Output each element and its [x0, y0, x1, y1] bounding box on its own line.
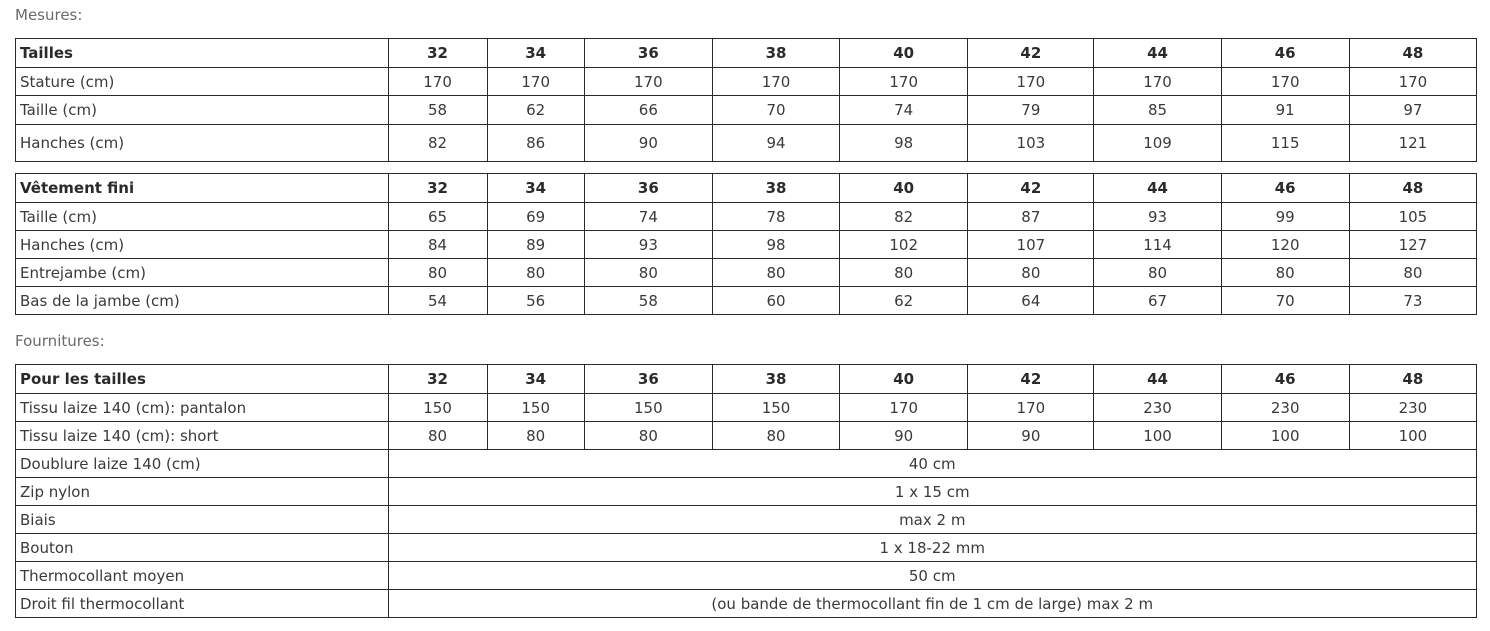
- size-value-cell: 69: [487, 203, 584, 231]
- size-value-cell: 80: [1094, 259, 1221, 287]
- table-row: [16, 506, 1477, 534]
- table-row: [16, 287, 1477, 315]
- size-value-cell: 170: [388, 68, 487, 96]
- size-value-cell: 86: [487, 125, 584, 162]
- size-value-cell: 34: [487, 39, 584, 68]
- size-value-cell: 58: [388, 96, 487, 125]
- size-value-cell: 90: [584, 125, 712, 162]
- size-value-cell: 80: [712, 422, 839, 450]
- size-value-cell: 80: [1221, 259, 1349, 287]
- size-value-cell: 230: [1221, 394, 1349, 422]
- size-value-cell: 84: [388, 231, 487, 259]
- table-row: [16, 259, 1477, 287]
- size-value-cell: 100: [1094, 422, 1221, 450]
- size-value-cell: 109: [1094, 125, 1221, 162]
- row-label-cell: Pour les tailles: [16, 365, 389, 394]
- table-header-row: [16, 365, 1477, 394]
- size-value-cell: 80: [712, 259, 839, 287]
- table-row: [16, 478, 1477, 506]
- size-value-cell: 74: [840, 96, 968, 125]
- size-value-cell: 80: [1349, 259, 1476, 287]
- row-label-cell: Hanches (cm): [16, 125, 389, 162]
- size-value-cell: 60: [712, 287, 839, 315]
- size-value-cell: 65: [388, 203, 487, 231]
- size-value-cell: 48: [1349, 365, 1476, 394]
- size-value-cell: 79: [968, 96, 1094, 125]
- row-label-cell: Droit fil thermocollant: [16, 590, 389, 618]
- size-value-cell: 46: [1221, 174, 1349, 203]
- row-label-cell: Taille (cm): [16, 96, 389, 125]
- size-value-cell: 99: [1221, 203, 1349, 231]
- size-value-cell: 230: [1349, 394, 1476, 422]
- size-value-cell: 73: [1349, 287, 1476, 315]
- size-value-cell: 170: [487, 68, 584, 96]
- row-label-cell: Bas de la jambe (cm): [16, 287, 389, 315]
- table-header-row: [16, 39, 1477, 68]
- table-header-row: [16, 174, 1477, 203]
- size-value-cell: 38: [712, 39, 839, 68]
- row-label-cell: Biais: [16, 506, 389, 534]
- size-value-cell: 80: [968, 259, 1094, 287]
- size-value-cell: 48: [1349, 39, 1476, 68]
- size-value-cell: 38: [712, 174, 839, 203]
- row-label-cell: Tailles: [16, 39, 389, 68]
- size-value-cell: 58: [584, 287, 712, 315]
- size-value-cell: 62: [840, 287, 968, 315]
- size-value-cell: 87: [968, 203, 1094, 231]
- size-value-cell: 100: [1221, 422, 1349, 450]
- size-value-cell: 82: [388, 125, 487, 162]
- size-value-cell: 80: [388, 422, 487, 450]
- size-value-cell: 93: [584, 231, 712, 259]
- size-value-cell: 32: [388, 39, 487, 68]
- size-value-cell: 56: [487, 287, 584, 315]
- size-value-cell: 38: [712, 365, 839, 394]
- size-value-cell: 64: [968, 287, 1094, 315]
- size-value-cell: 42: [968, 39, 1094, 68]
- fournitures-label: Fournitures:: [15, 332, 105, 350]
- size-value-cell: 170: [1094, 68, 1221, 96]
- size-value-cell: 90: [840, 422, 968, 450]
- size-value-cell: 82: [840, 203, 968, 231]
- vetement-fini-table: [15, 173, 1477, 315]
- size-value-cell: 54: [388, 287, 487, 315]
- size-value-cell: 80: [388, 259, 487, 287]
- size-value-cell: 230: [1094, 394, 1221, 422]
- row-label-cell: Doublure laize 140 (cm): [16, 450, 389, 478]
- table-row: [16, 125, 1477, 162]
- table-row: [16, 534, 1477, 562]
- fournitures-table: [15, 364, 1477, 618]
- size-value-cell: 170: [1349, 68, 1476, 96]
- size-value-cell: 80: [840, 259, 968, 287]
- size-value-cell: 114: [1094, 231, 1221, 259]
- size-value-cell: 44: [1094, 365, 1221, 394]
- size-value-cell: 93: [1094, 203, 1221, 231]
- table-row: [16, 68, 1477, 96]
- size-value-cell: 44: [1094, 39, 1221, 68]
- size-value-cell: 40: [840, 365, 968, 394]
- size-value-cell: 103: [968, 125, 1094, 162]
- size-value-cell: 80: [584, 259, 712, 287]
- table-row: [16, 394, 1477, 422]
- merged-value-cell: 1 x 18-22 mm: [388, 534, 1477, 562]
- size-value-cell: 36: [584, 365, 712, 394]
- merged-value-cell: 1 x 15 cm: [388, 478, 1477, 506]
- size-value-cell: 40: [840, 174, 968, 203]
- size-value-cell: 85: [1094, 96, 1221, 125]
- size-value-cell: 91: [1221, 96, 1349, 125]
- row-label-cell: Hanches (cm): [16, 231, 389, 259]
- table-row: [16, 96, 1477, 125]
- table-row: [16, 590, 1477, 618]
- size-value-cell: 34: [487, 174, 584, 203]
- size-value-cell: 115: [1221, 125, 1349, 162]
- size-value-cell: 150: [584, 394, 712, 422]
- size-value-cell: 94: [712, 125, 839, 162]
- size-value-cell: 170: [840, 68, 968, 96]
- size-value-cell: 46: [1221, 365, 1349, 394]
- size-value-cell: 74: [584, 203, 712, 231]
- size-value-cell: 100: [1349, 422, 1476, 450]
- size-value-cell: 97: [1349, 96, 1476, 125]
- row-label-cell: Tissu laize 140 (cm): short: [16, 422, 389, 450]
- size-value-cell: 90: [968, 422, 1094, 450]
- size-value-cell: 107: [968, 231, 1094, 259]
- row-label-cell: Thermocollant moyen: [16, 562, 389, 590]
- row-label-cell: Zip nylon: [16, 478, 389, 506]
- size-value-cell: 40: [840, 39, 968, 68]
- size-value-cell: 70: [712, 96, 839, 125]
- size-value-cell: 127: [1349, 231, 1476, 259]
- size-value-cell: 102: [840, 231, 968, 259]
- size-value-cell: 98: [712, 231, 839, 259]
- size-value-cell: 170: [1221, 68, 1349, 96]
- size-value-cell: 170: [968, 68, 1094, 96]
- merged-value-cell: 40 cm: [388, 450, 1477, 478]
- mesures-table: [15, 38, 1477, 162]
- size-value-cell: 150: [487, 394, 584, 422]
- mesures-label: Mesures:: [15, 6, 83, 24]
- merged-value-cell: max 2 m: [388, 506, 1477, 534]
- row-label-cell: Bouton: [16, 534, 389, 562]
- size-value-cell: 42: [968, 174, 1094, 203]
- size-value-cell: 67: [1094, 287, 1221, 315]
- size-value-cell: 36: [584, 39, 712, 68]
- size-value-cell: 78: [712, 203, 839, 231]
- size-value-cell: 70: [1221, 287, 1349, 315]
- size-value-cell: 120: [1221, 231, 1349, 259]
- size-value-cell: 80: [584, 422, 712, 450]
- row-label-cell: Taille (cm): [16, 203, 389, 231]
- row-label-cell: Tissu laize 140 (cm): pantalon: [16, 394, 389, 422]
- size-value-cell: 42: [968, 365, 1094, 394]
- size-value-cell: 36: [584, 174, 712, 203]
- table-row: [16, 422, 1477, 450]
- table-row: [16, 450, 1477, 478]
- size-value-cell: 80: [487, 422, 584, 450]
- size-value-cell: 170: [712, 68, 839, 96]
- size-value-cell: 170: [840, 394, 968, 422]
- merged-value-cell: 50 cm: [388, 562, 1477, 590]
- table-row: [16, 203, 1477, 231]
- row-label-cell: Vêtement fini: [16, 174, 389, 203]
- merged-value-cell: (ou bande de thermocollant fin de 1 cm de large) max 2 m: [388, 590, 1477, 618]
- size-value-cell: 105: [1349, 203, 1476, 231]
- size-value-cell: 62: [487, 96, 584, 125]
- size-value-cell: 32: [388, 174, 487, 203]
- row-label-cell: Entrejambe (cm): [16, 259, 389, 287]
- size-value-cell: 44: [1094, 174, 1221, 203]
- row-label-cell: Stature (cm): [16, 68, 389, 96]
- size-value-cell: 32: [388, 365, 487, 394]
- size-value-cell: 46: [1221, 39, 1349, 68]
- table-row: [16, 562, 1477, 590]
- size-value-cell: 121: [1349, 125, 1476, 162]
- size-value-cell: 48: [1349, 174, 1476, 203]
- size-value-cell: 170: [584, 68, 712, 96]
- size-value-cell: 170: [968, 394, 1094, 422]
- size-value-cell: 80: [487, 259, 584, 287]
- size-value-cell: 34: [487, 365, 584, 394]
- size-value-cell: 150: [712, 394, 839, 422]
- size-value-cell: 150: [388, 394, 487, 422]
- size-value-cell: 66: [584, 96, 712, 125]
- size-value-cell: 89: [487, 231, 584, 259]
- table-row: [16, 231, 1477, 259]
- size-value-cell: 98: [840, 125, 968, 162]
